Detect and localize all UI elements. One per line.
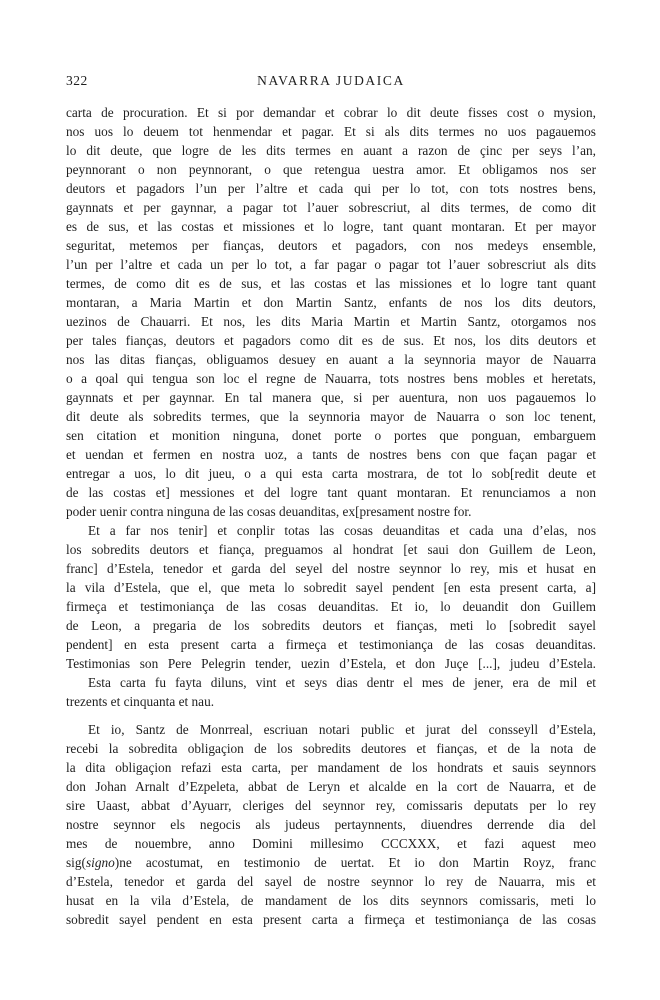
running-title: NAVARRA JUDAICA — [257, 73, 405, 88]
text-line: don Johan Arnalt d’Ezpeleta, abbat de Leryn et alcalde en la cort de Nauarra, et de — [66, 779, 596, 794]
text-line: trezents et cinquanta et nau. — [66, 694, 215, 709]
text-line: gaynnats et per gaynnar. En tal manera que, si per auentura, non uos pagauemos lo — [66, 390, 596, 405]
text-line: d’Estela, tenedor et garda del sayel de nostre seynnor lo rey de Nauarra, mis et — [66, 874, 596, 889]
text-line: sen citation et monition ninguna, donet porte o portes que ponguan, embarguem — [66, 428, 596, 443]
text-line: nos las ditas fianças, obliguamos desuey en auant a la seynnoria mayor de Nauarra — [66, 352, 596, 367]
text-line: termes, de como dit es de sus, et las costas et las missiones et lo logre tant quant — [66, 276, 596, 291]
paragraph — [66, 673, 596, 711]
text-line: deutors et pagadors l’un per l’altre et cada qui per lo tot, con tots nostres bens, — [66, 181, 596, 196]
text-line: poder uenir contra ninguna de las cosas deuanditas, ex[presament nostre for. — [66, 504, 472, 519]
text-line: per tales fianças, deutors et pagadors como dit es de sus. Et nos, los dits deutors et — [66, 333, 596, 348]
text-line: uezinos de Chauarri. Et nos, les dits Maria Martin et Martin Santz, otorgamos nos — [66, 314, 596, 329]
page-header — [66, 73, 596, 91]
text-line: peynnorant o non peynnorant, o que retengua uestra amor. Et obligamos nos ser — [66, 162, 596, 177]
text-line: sobredit sayel pendent en esta present carta a firmeça et testimoniança de las cosas — [66, 912, 596, 927]
text-line: nostre seynnor els negocis als judeus pertaynnents, diuendres derrende dia del — [66, 817, 596, 832]
text-line: montaran, a Maria Martin et don Martin Santz, enfants de nos los dits deutors, — [66, 295, 596, 310]
text-line: nos uos lo deuem tot henmendar et pagar. Et si als dits termes no uos pagauemos — [66, 124, 596, 139]
text-line: Et a far nos tenir] et conplir totas las cosas deuanditas et cada una d’elas, nos — [88, 523, 596, 538]
text-line: Et io, Santz de Monrreal, escriuan notari public et jurat del consseyll d’Estela, — [88, 722, 596, 737]
text-line: pendent] en esta present carta a firmeça et testimoniança de las cosas deuanditas. — [66, 637, 596, 652]
text-line: sire Uaast, abbat d’Ayuarr, cleriges del seynnor rey, comissaris deputats per lo rey — [66, 798, 596, 813]
text-line: husat en la vila d’Estela, de mandament de los dits seynnors comissaris, meti lo — [66, 893, 596, 908]
text-line: Esta carta fu fayta diluns, vint et seys dias dentr el mes de jener, era de mil et — [88, 675, 596, 690]
text-line: firmeça et testimoniança de las cosas deuanditas. Et io, lo deuandit don Guillem — [66, 599, 596, 614]
text-line: l’un per l’altre et cada un per lo tot, a far pagar o pagar tot l’auer sobrescriut als dits — [66, 257, 596, 272]
text-line: de Leon, a pregaria de los sobredits deutors et fianças, meti lo [sobredit sayel — [66, 618, 596, 633]
text-line: los sobredits deutors et fiança, preguamos al hondrat [et saui don Guillem de Leon, — [66, 542, 596, 557]
paragraph — [66, 521, 596, 673]
text-line: seguritat, metemos per fianças, deutors et pagadors, con nos medeys ensemble, — [66, 238, 596, 253]
text-line: es de sus, et las costas et missiones et lo logre, tant quant montaran. Et per mayor — [66, 219, 596, 234]
text-line: Testimonias son Pere Pelegrin tender, uezin d’Estela, et don Juçe [...], judeu d’Estela. — [66, 656, 596, 671]
text-line: carta de procuration. Et si por demandar et cobrar lo dit deute fisses cost o mysion, — [66, 105, 596, 120]
text-line: recebi la sobredita obligaçion de los sobredits deutores et fianças, et de la nota de — [66, 741, 596, 756]
text-line: de las costas et] messiones et del logre tant quant montaran. Et renunciamos a non — [66, 485, 596, 500]
page-number: 322 — [66, 73, 88, 88]
text-line: entregar a uos, lo dit jueu, o a qui esta carta mostrara, de tot lo sob[redit deute et — [66, 466, 596, 481]
text-line: sig(signo)ne acostumat, en testimonio de uertat. Et io don Martin Royz, franc — [66, 855, 596, 870]
text-line: la vila d’Estela, que el, que meta lo sobredit sayel pendent [en esta present carta, a] — [66, 580, 596, 595]
document-text — [66, 103, 596, 929]
text-line: dit deute als sobredits termes, que la seynnoria mayor de Nauarra o son loc tenent, — [66, 409, 596, 424]
paragraph — [66, 103, 596, 521]
text-line: mes de nouembre, anno Domini millesimo CCCXXX, et fazi aquest meo — [66, 836, 596, 851]
text-line: o a qoal qui tengua son loc el regne de Nauarra, tots nostres bens mobles et heretats, — [66, 371, 596, 386]
paragraph — [66, 720, 596, 929]
text-line: la dita obligaçion refazi esta carta, per mandament de los hondrats et sauis seynnors — [66, 760, 596, 775]
text-line: et uendan et fermen en nostra uoz, a tants de nostres bens con que façan pagar et — [66, 447, 596, 462]
text-line: gaynnats et per gaynnar, a pagar tot l’auer sobrescriut, al dits termes, de como dit — [66, 200, 596, 215]
text-line: franc] d’Estela, tenedor et garda del seyel del nostre seynnor lo rey, mis et husat en — [66, 561, 596, 576]
text-line: lo dit deute, que logre de les dits termes en auant a razon de çinc per seys l’an, — [66, 143, 596, 158]
